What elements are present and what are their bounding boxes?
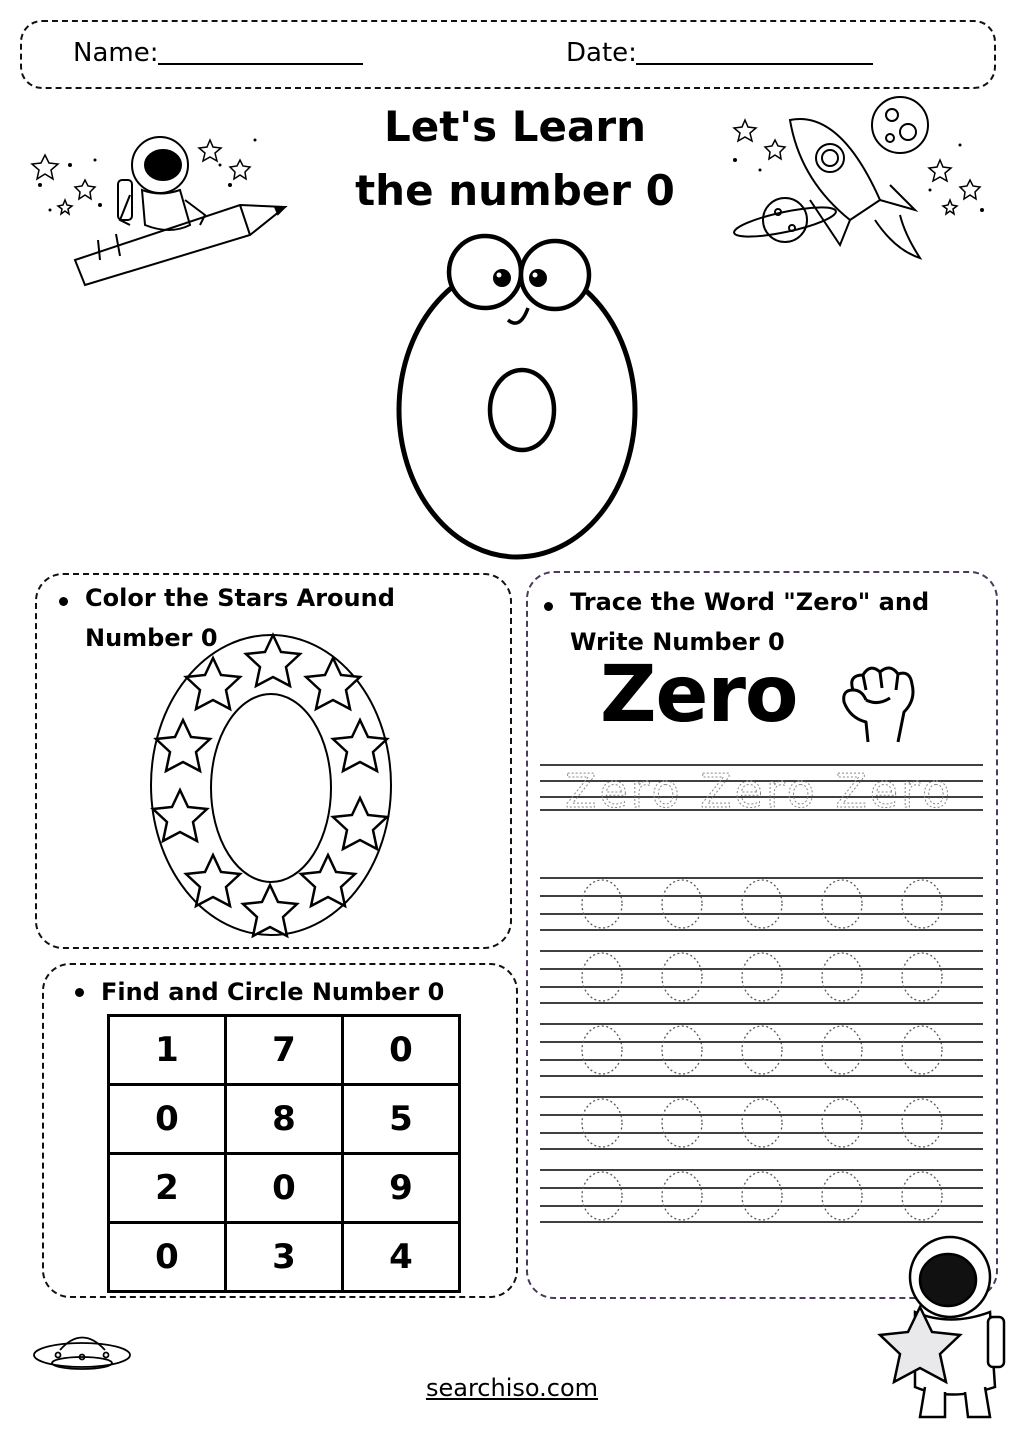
name-label: Name:	[73, 38, 159, 68]
trace-digit-zero[interactable]	[582, 1026, 622, 1074]
bullet-icon	[75, 988, 84, 997]
fist-icon	[838, 660, 918, 745]
trace-digit-zero[interactable]	[822, 880, 862, 928]
trace-digit-zero[interactable]	[742, 1099, 782, 1147]
grid-cell[interactable]: 0	[109, 1223, 226, 1292]
zero-word: Zero	[600, 650, 798, 740]
cartoon-zero-illustration	[395, 230, 645, 565]
grid-cell[interactable]: 9	[343, 1154, 460, 1223]
grid-cell[interactable]: 0	[226, 1154, 343, 1223]
trace-digit-zero[interactable]	[582, 880, 622, 928]
grid-cell[interactable]: 0	[109, 1085, 226, 1154]
trace-digit-zero[interactable]	[582, 953, 622, 1001]
trace-digit-zero[interactable]	[902, 880, 942, 928]
grid-cell[interactable]: 4	[343, 1223, 460, 1292]
trace-digit-zero[interactable]	[662, 1172, 702, 1220]
color-stars-title-line2: Number 0	[85, 624, 218, 652]
name-field[interactable]	[158, 63, 363, 65]
grid-cell[interactable]: 1	[109, 1016, 226, 1085]
date-field[interactable]	[636, 63, 873, 65]
trace-digit-zero[interactable]	[582, 1099, 622, 1147]
grid-row	[109, 1154, 460, 1223]
trace-digit-zero[interactable]	[742, 1172, 782, 1220]
stars-around-zero-illustration	[148, 630, 398, 945]
header-box	[20, 20, 996, 89]
trace-word-text[interactable]: Zero Zero Zero	[565, 764, 950, 818]
grid-row	[109, 1223, 460, 1292]
ufo-illustration	[30, 1325, 135, 1380]
grid-cell[interactable]: 7	[226, 1016, 343, 1085]
rocket-planets-illustration	[720, 90, 1000, 265]
grid-cell[interactable]: 3	[226, 1223, 343, 1292]
footer-site-link[interactable]: searchiso.com	[425, 1374, 599, 1402]
trace-digit-zero[interactable]	[902, 1026, 942, 1074]
tracing-lines[interactable]	[535, 755, 990, 1240]
trace-digit-zero[interactable]	[582, 1172, 622, 1220]
trace-title-line1: Trace the Word "Zero" and	[570, 588, 930, 616]
trace-digit-zero[interactable]	[662, 1099, 702, 1147]
trace-digit-zero[interactable]	[822, 1172, 862, 1220]
trace-title-line2: Write Number 0	[570, 628, 785, 656]
find-circle-title: Find and Circle Number 0	[101, 978, 445, 1006]
page-title-line2: the number 0	[355, 166, 675, 215]
grid-row	[109, 1085, 460, 1154]
color-stars-title-line1: Color the Stars Around	[85, 584, 395, 612]
date-label: Date:	[566, 38, 637, 68]
grid-cell[interactable]: 5	[343, 1085, 460, 1154]
trace-digit-zero[interactable]	[662, 1026, 702, 1074]
trace-digit-zero[interactable]	[902, 1099, 942, 1147]
trace-digit-zero[interactable]	[902, 953, 942, 1001]
grid-cell[interactable]: 2	[109, 1154, 226, 1223]
trace-digit-zero[interactable]	[902, 1172, 942, 1220]
trace-digit-zero[interactable]	[742, 953, 782, 1001]
trace-digit-zero[interactable]	[742, 880, 782, 928]
trace-digit-zero[interactable]	[822, 1026, 862, 1074]
grid-row	[109, 1016, 460, 1085]
bullet-icon	[59, 597, 68, 606]
page-title-line1: Let's Learn	[383, 102, 646, 151]
number-grid	[107, 1014, 461, 1293]
grid-cell[interactable]: 0	[343, 1016, 460, 1085]
trace-digit-zero[interactable]	[662, 953, 702, 1001]
trace-digit-zero[interactable]	[662, 880, 702, 928]
trace-digit-zero[interactable]	[822, 1099, 862, 1147]
astronaut-pencil-illustration	[30, 125, 290, 295]
trace-digit-zero[interactable]	[822, 953, 862, 1001]
bullet-icon	[544, 602, 553, 611]
trace-digit-zero[interactable]	[742, 1026, 782, 1074]
grid-cell[interactable]: 8	[226, 1085, 343, 1154]
